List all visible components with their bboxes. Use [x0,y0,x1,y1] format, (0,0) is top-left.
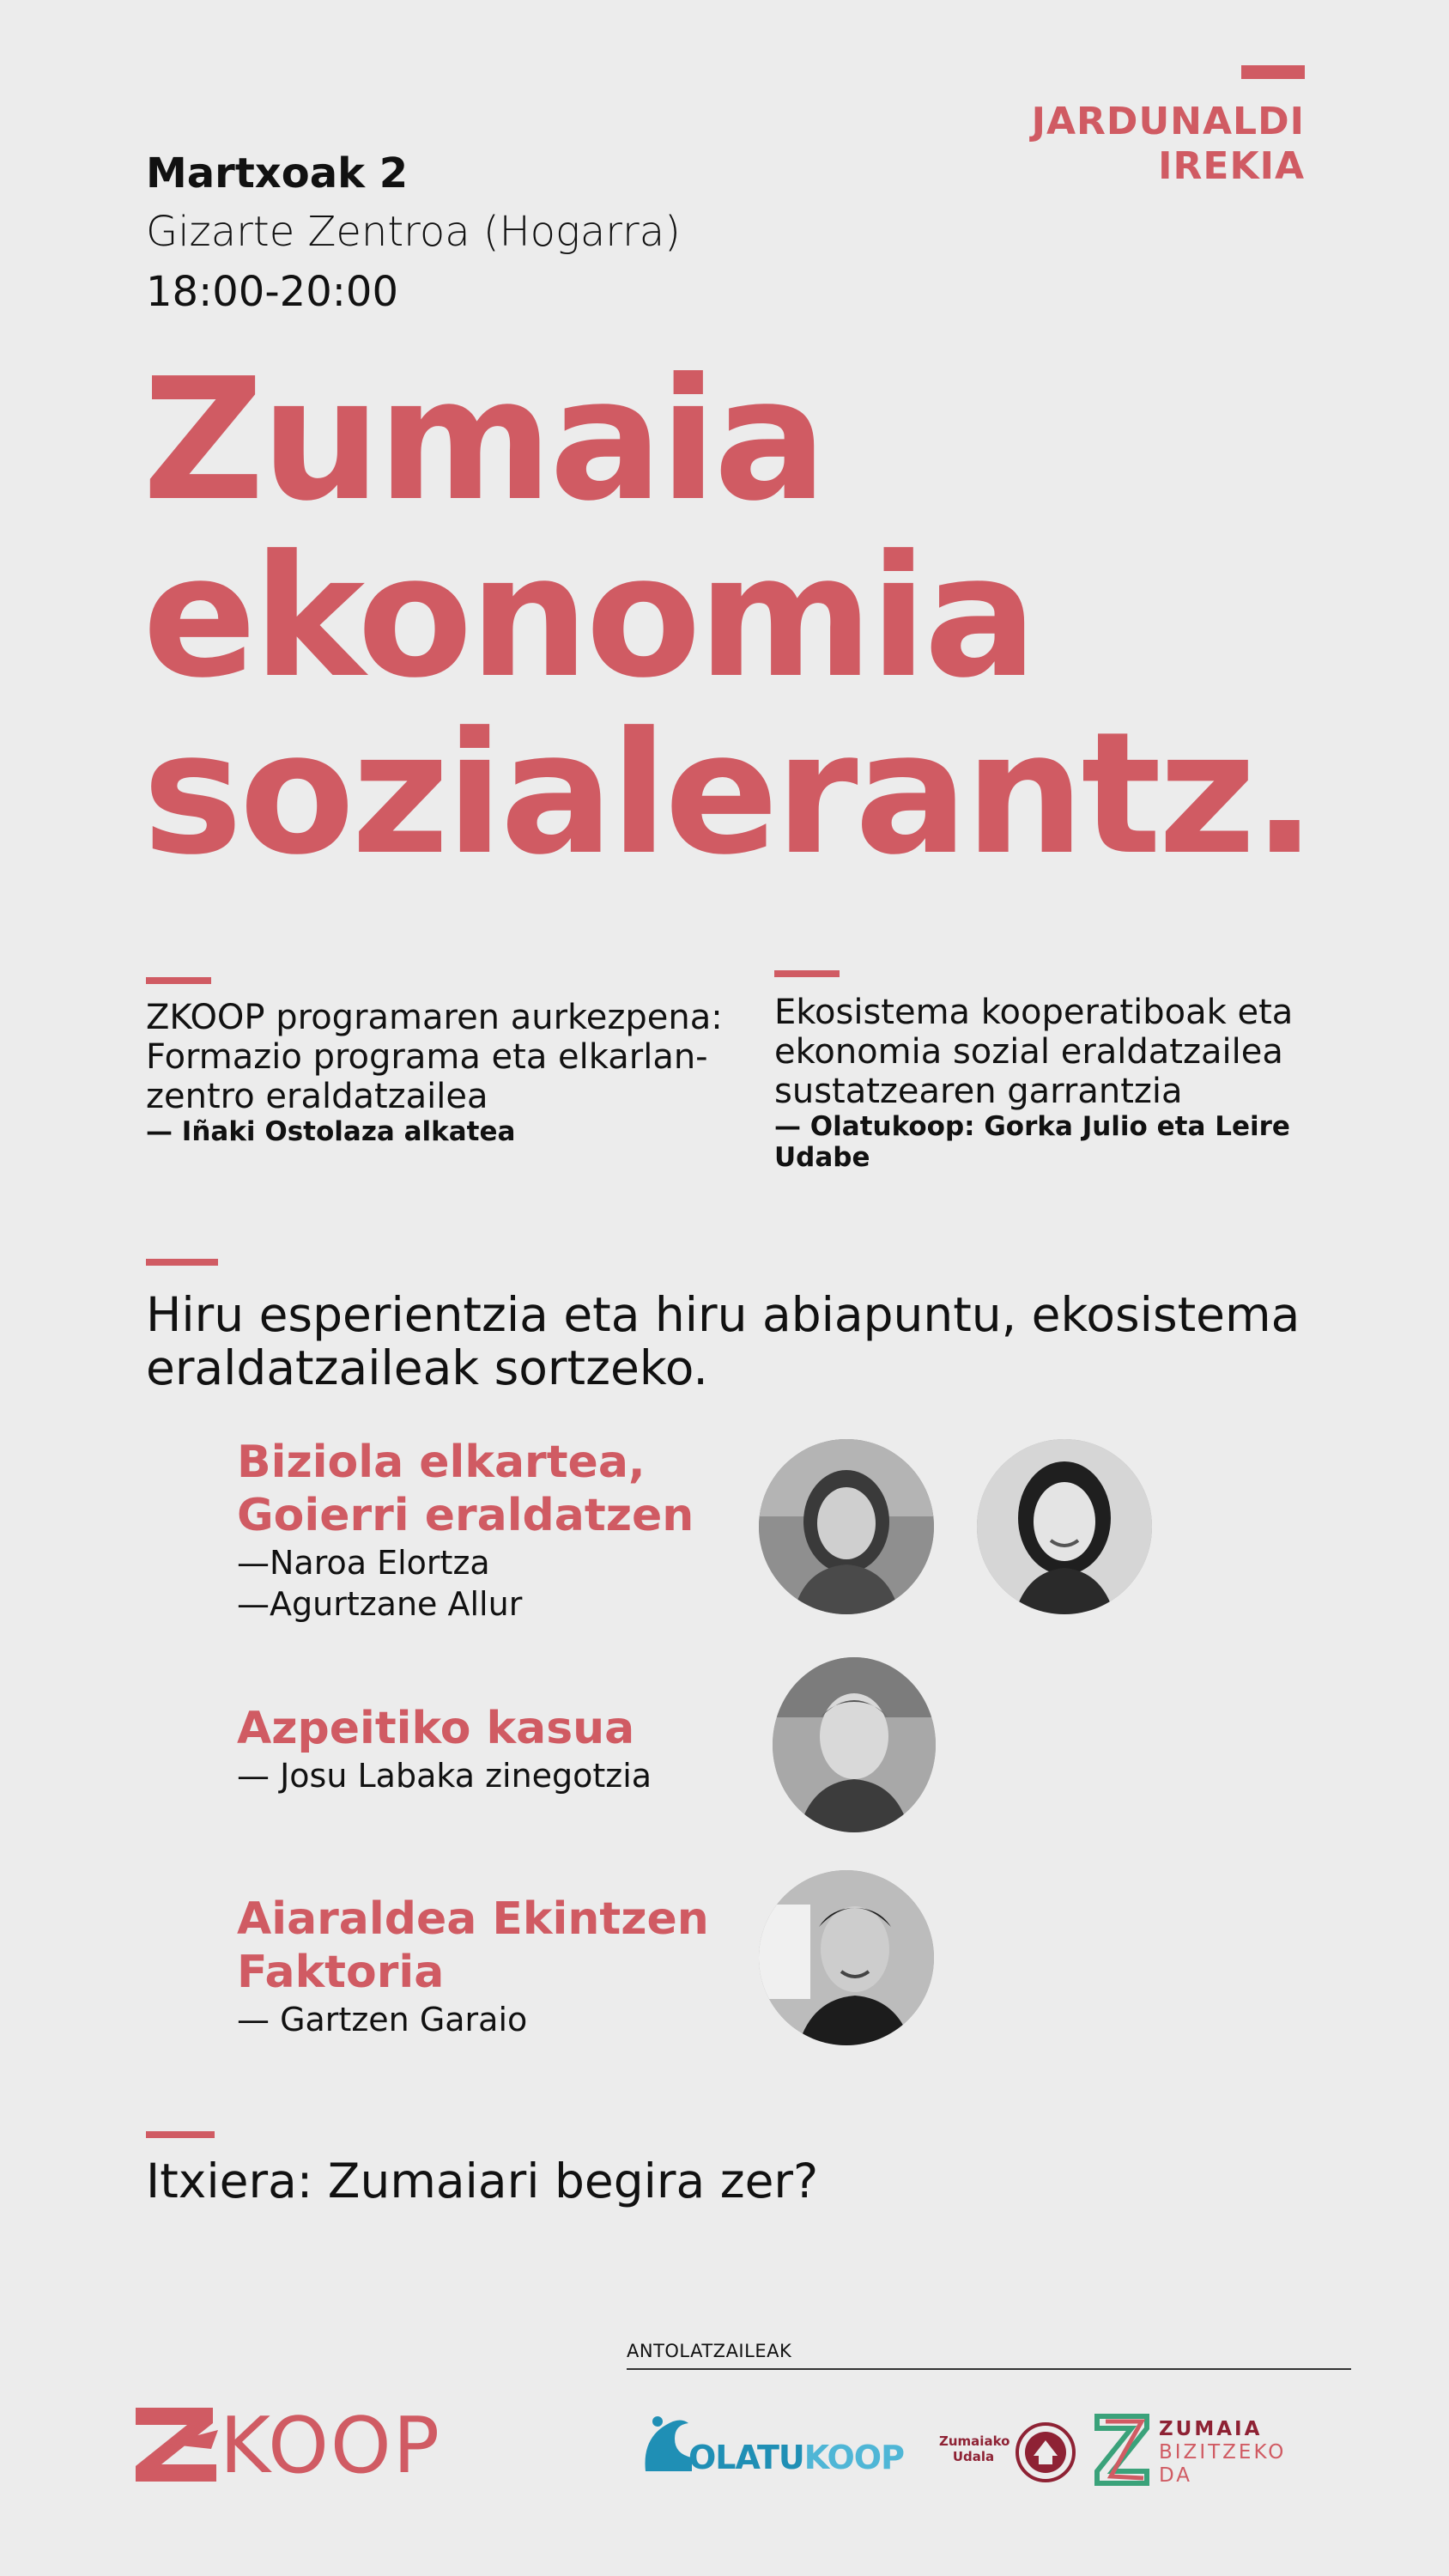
event-type-tag [1032,100,1305,189]
main-title [142,343,1313,892]
zumaiako-udala-logo [939,2421,1076,2482]
talk-2-accent-bar [774,970,840,977]
title-line-3: sozialerantz. [142,696,1313,892]
case-3-title-line-1: Aiaraldea Ekintzen [237,1893,709,1945]
zumaia-z-icon [1094,2411,1152,2488]
case-azpeitia [237,1702,752,1796]
closing-text: Itxiera: Zumaiari begira zer? [146,2154,819,2208]
udala-logo-text [939,2433,1008,2464]
talk-2 [774,993,1341,1173]
speaker-photo-agurtzane [977,1439,1152,1614]
event-place: Gizarte Zentroa (Hogarra) [146,208,681,256]
zumaia-logo-line-2: BIZITZEKO [1159,2441,1287,2464]
case-2-title: Azpeitiko kasua [237,1703,635,1754]
zumaia-bizitzeko-da-logo [1094,2411,1287,2490]
zumaia-logo-line-1: ZUMAIA [1159,2418,1263,2440]
speaker-photo-gartzen [759,1870,934,2045]
organizers-label: ANTOLATZAILEAK [627,2341,792,2361]
olatukoop-logo [640,2413,904,2482]
case-aiaraldea [237,1893,752,2040]
experiences-accent-bar [146,1259,218,1266]
talk-1-line-2: Formazio programa eta elkarlan- [146,1037,708,1077]
zumaia-logo-line-3: DA [1159,2464,1193,2487]
udala-logo-line-1: Zumaiako [939,2433,1010,2449]
case-1-title-line-1: Biziola elkartea, [237,1437,646,1488]
talk-1-accent-bar [146,977,211,984]
town-seal-icon [1015,2421,1076,2483]
experiences-intro [146,1288,1348,1394]
event-date: Martxoak 2 [146,149,409,197]
closing-accent-bar [146,2131,215,2138]
experiences-intro-line-1: Hiru esperientzia eta hiru abiapuntu, ekosistema [146,1287,1300,1342]
zkoop-logo-text: KOOP [220,2401,442,2491]
case-2-person-1: — Josu Labaka zinegotzia [237,1757,652,1795]
case-3-title-line-2: Faktoria [237,1947,445,1998]
event-hours: 18:00-20:00 [146,268,398,316]
zumaia-logo-text [1159,2418,1286,2488]
talk-1 [146,998,747,1147]
case-3-person-1: — Gartzen Garaio [237,2001,528,2038]
talk-2-line-2: ekonomia sozial eraldatzailea [774,1032,1283,1072]
zkoop-z-mark [130,2404,225,2487]
experiences-intro-line-2: eraldatzaileak sortzeko. [146,1340,708,1395]
title-line-2: ekonomia [142,519,1034,715]
speaker-photo-josu [773,1657,936,1832]
talk-2-line-3: sustatzearen garrantzia [774,1072,1183,1111]
talk-1-line-3: zentro eraldatzailea [146,1077,488,1116]
case-1-person-2: —Agurtzane Allur [237,1585,523,1623]
tag-line-2: IREKIA [1158,144,1305,188]
speaker-photo-naroa [759,1439,934,1614]
talk-1-line-1: ZKOOP programaren aurkezpena: [146,998,723,1037]
udala-logo-line-2: Udala [952,2449,995,2464]
zkoop-logo [130,2401,491,2491]
talk-2-speaker-line-2: Udabe [774,1142,870,1173]
case-1-title-line-2: Goierri eraldatzen [237,1490,694,1541]
case-biziola [237,1436,752,1625]
olatukoop-logo-text [688,2439,904,2476]
title-line-1: Zumaia [142,343,824,538]
talk-2-line-1: Ekosistema kooperatiboak eta [774,993,1294,1032]
olatukoop-logo-part-1: OLATU [688,2439,804,2476]
organizers-divider [627,2368,1351,2370]
case-1-person-1: —Naroa Elortza [237,1544,490,1582]
tag-accent-bar [1241,65,1305,79]
talk-2-speaker-line-1: — Olatukoop: Gorka Julio eta Leire [774,1111,1290,1142]
wave-icon [640,2413,695,2475]
olatukoop-logo-part-2: KOOP [803,2439,904,2476]
tag-line-1: JARDUNALDI [1031,100,1305,143]
talk-1-speaker: — Iñaki Ostolaza alkatea [146,1116,516,1147]
